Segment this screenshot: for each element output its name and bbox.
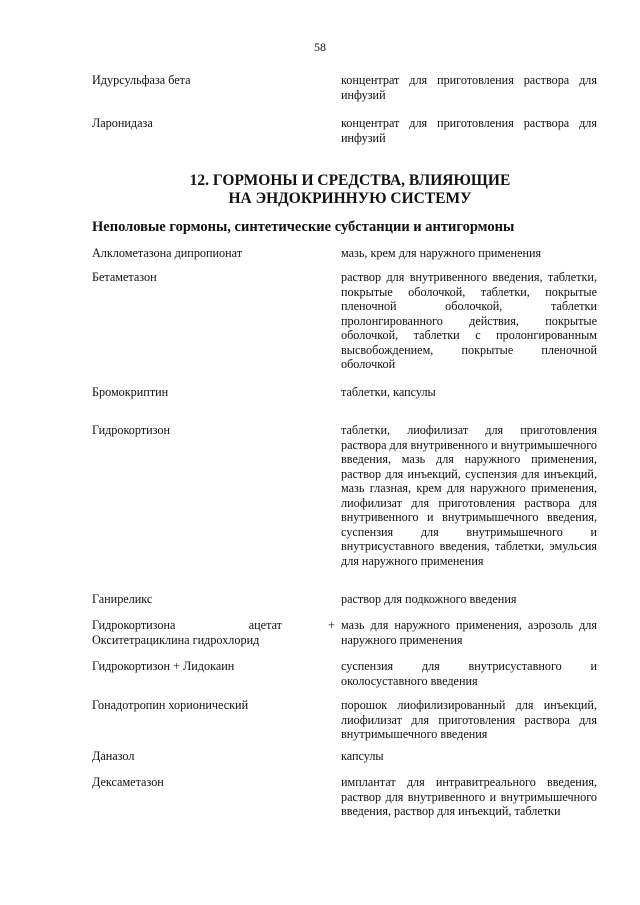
drug-form: концентрат для приготовления раствора для инфузий: [341, 116, 597, 145]
drug-name: Гидрокортизон: [92, 423, 171, 437]
drug-name-part1: Гидрокортизона: [92, 618, 176, 632]
drug-name-line2: Окситетрациклина гидрохлорид: [92, 632, 260, 647]
drug-form: раствор для внутривенного введения, таблетки, покрытые оболочкой, таблетки, покрытые пленочной оболочкой, таблетки пролонгированного действия, покрытые оболочкой, таблетки с пролонгированным высвобождением, покрытые пленочной оболочкой: [341, 270, 597, 371]
drug-name: Ганиреликс: [92, 592, 153, 606]
drug-form: суспензия для внутрисуставного и околосуставного введения: [341, 659, 597, 688]
subsection-title: Неполовые гормоны, синтетические субстанции и антигормоны: [92, 219, 515, 235]
drug-form: таблетки, лиофилизат для приготовления раствора для внутривенного и внутримышечного введения, мазь для наружного применения, раствор для инъекций, суспензия для инъекций, мазь глазная, крем для наружного применения, лиофилизат для приготовления раствора для внутривенного и внутримышечного введения, суспензия для внутримышечного и внутрисуставного введения, таблетки, эмульсия для наружного применения: [341, 423, 597, 568]
section-title: [100, 172, 600, 208]
page-number: 58: [314, 40, 326, 54]
drug-name: Идурсульфаза бета: [92, 73, 191, 87]
drug-name: Дексаметазон: [92, 775, 164, 789]
drug-name: Бетаметазон: [92, 270, 157, 284]
plus-sign: +: [328, 618, 335, 632]
drug-name: Гидрокортизон + Лидокаин: [92, 659, 235, 673]
section-title-line2: НА ЭНДОКРИННУЮ СИСТЕМУ: [228, 190, 472, 207]
drug-form: мазь, крем для наружного применения: [341, 246, 542, 260]
drug-name-part2: ацетат: [248, 618, 282, 632]
drug-form: концентрат для приготовления раствора для инфузий: [341, 73, 597, 102]
drug-form: мазь для наружного применения, аэрозоль для наружного применения: [341, 618, 597, 647]
section-title-line1: 12. ГОРМОНЫ И СРЕДСТВА, ВЛИЯЮЩИЕ: [189, 172, 511, 189]
drug-name: Ларонидаза: [92, 116, 153, 130]
drug-form: имплантат для интравитреального введения, раствор для внутривенного и внутримышечного введения, раствор для инъекций, таблетки: [341, 775, 597, 818]
drug-name-combination: [92, 618, 312, 647]
drug-form: таблетки, капсулы: [341, 385, 436, 399]
drug-form: раствор для подкожного введения: [341, 592, 517, 606]
drug-form: порошок лиофилизированный для инъекций, лиофилизат для приготовления раствора для внутримышечного введения: [341, 698, 597, 741]
drug-form: капсулы: [341, 749, 384, 763]
drug-name: Гонадотропин хорионический: [92, 698, 249, 712]
drug-name: Алклометазона дипропионат: [92, 246, 243, 260]
drug-name: Даназол: [92, 749, 135, 763]
drug-name: Бромокриптин: [92, 385, 169, 399]
